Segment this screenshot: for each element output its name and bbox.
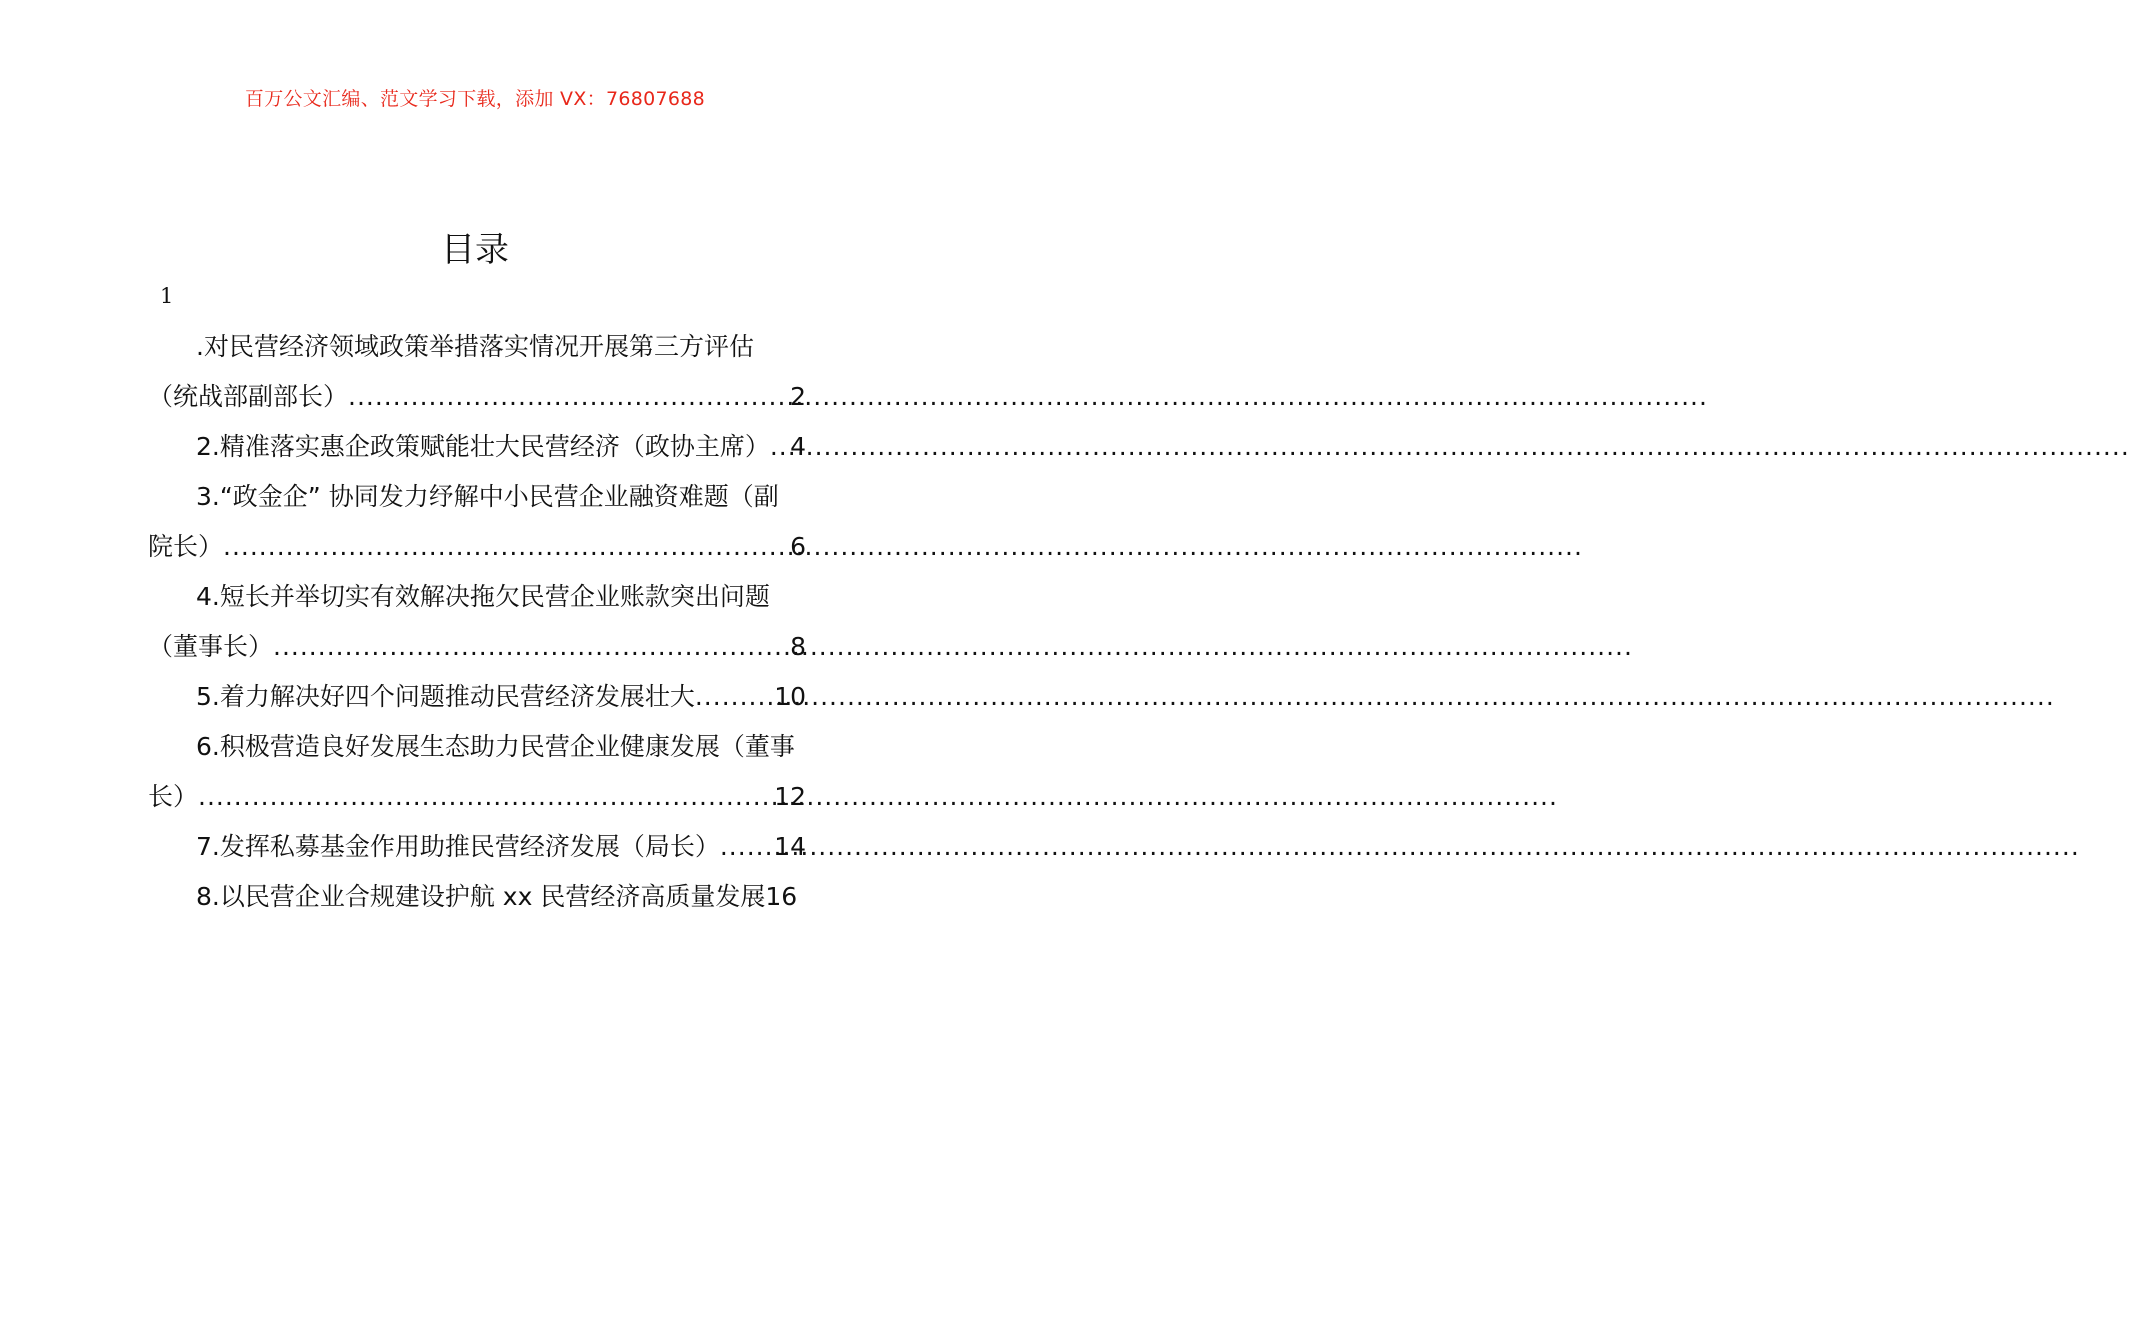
toc-page-number: 6 xyxy=(790,532,806,561)
toc-entry-title: 4.短长并举切实有效解决拖欠民营企业账款突出问题 xyxy=(196,582,770,611)
toc-page-number: 16 xyxy=(765,882,798,911)
toc-entry-title: .对民营经济领域政策举措落实情况开展第三方评估 xyxy=(196,332,754,361)
toc-leader-dots xyxy=(348,372,790,422)
toc-leader-dots xyxy=(223,522,790,572)
toc-page-number: 12 xyxy=(774,782,806,811)
toc-entry-6[interactable] xyxy=(148,722,806,772)
toc-entry-7[interactable] xyxy=(148,822,806,872)
toc-entry-title: 3.“政金企” 协同发力纾解中小民营企业融资难题（副 xyxy=(196,482,779,511)
toc-entry-title-cont: （董事长） xyxy=(148,632,274,661)
toc-entry-title-cont: 长） xyxy=(148,782,199,811)
toc-leader-dots xyxy=(720,822,774,872)
page-title: 目录 xyxy=(441,230,509,270)
toc-entry-title: 7.发挥私募基金作用助推民营经济发展（局长） xyxy=(196,832,720,861)
table-of-contents xyxy=(148,322,806,922)
toc-entry-title-cont: 院长） xyxy=(148,532,224,561)
list-marker: 1 xyxy=(160,284,174,308)
toc-page-number: 8 xyxy=(790,632,806,661)
toc-page-number: 14 xyxy=(774,832,806,861)
toc-leader-dots xyxy=(273,622,790,672)
toc-entry-title: 5.着力解决好四个问题推动民营经济发展壮大 xyxy=(196,682,695,711)
toc-entry-4[interactable] xyxy=(148,572,806,622)
toc-leader-dots xyxy=(695,672,774,722)
toc-entry-6-cont[interactable] xyxy=(148,772,806,822)
toc-entry-3-cont[interactable] xyxy=(148,522,806,572)
toc-leader-dots xyxy=(198,772,774,822)
watermark-header: 百万公文汇编、范文学习下载，添加 VX：76807688 xyxy=(244,88,706,110)
toc-entry-title: 8.以民营企业合规建设护航 xx 民营经济高质量发展 xyxy=(196,882,766,911)
toc-entry-3[interactable] xyxy=(148,472,806,522)
toc-entry-title-cont: （统战部副部长） xyxy=(148,382,349,411)
toc-entry-5[interactable] xyxy=(148,672,806,722)
toc-entry-1[interactable] xyxy=(148,322,806,372)
toc-page-number: 2 xyxy=(790,382,806,411)
toc-page-number: 10 xyxy=(774,682,806,711)
toc-entry-2[interactable] xyxy=(148,422,806,472)
toc-page-number: 4 xyxy=(790,432,806,461)
toc-entry-1-cont[interactable] xyxy=(148,372,806,422)
toc-entry-title: 2.精准落实惠企政策赋能壮大民营经济（政协主席） xyxy=(196,432,770,461)
toc-entry-8[interactable] xyxy=(148,872,806,922)
toc-entry-4-cont[interactable] xyxy=(148,622,806,672)
toc-entry-title: 6.积极营造良好发展生态助力民营企业健康发展（董事 xyxy=(196,732,795,761)
toc-leader-dots xyxy=(770,422,790,472)
